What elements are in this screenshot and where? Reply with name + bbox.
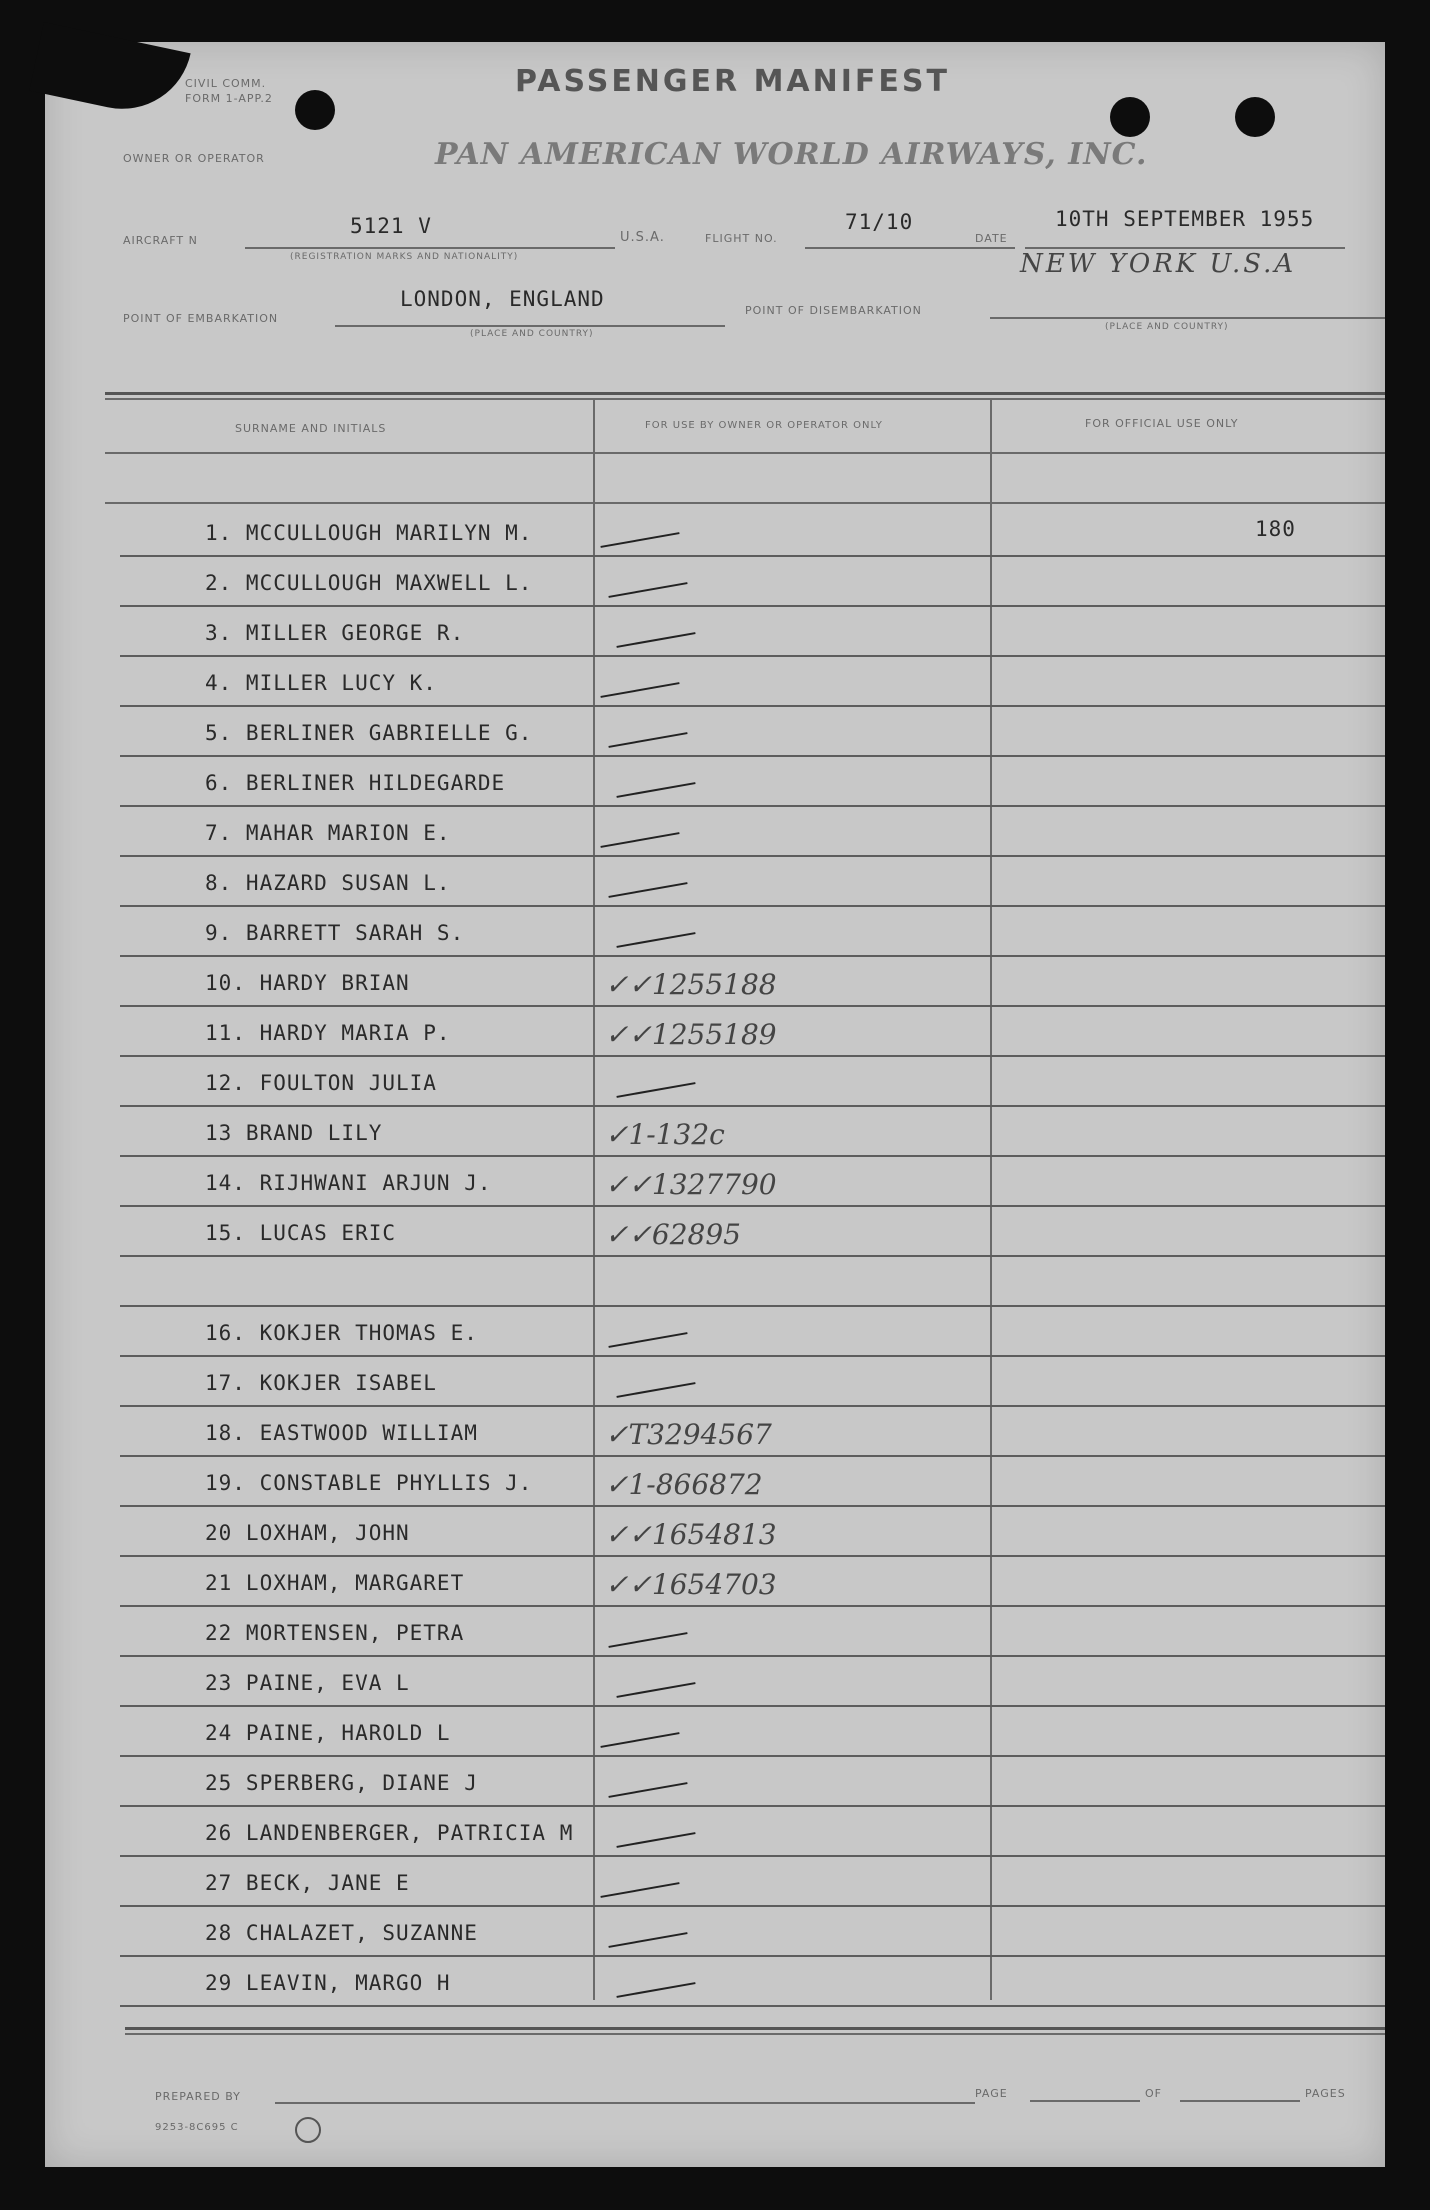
passenger-name: 3. MILLER GEORGE R.: [205, 621, 465, 645]
passenger-name: 21 LOXHAM, MARGARET: [205, 1571, 465, 1595]
check-dash-mark: [608, 1932, 687, 1948]
aircraft-label: AIRCRAFT N: [123, 234, 198, 247]
handwritten-note: ✓✓62895: [605, 1218, 741, 1251]
page-label: PAGE: [975, 2087, 1008, 2100]
check-dash-mark: [616, 1082, 695, 1098]
handwritten-note: ✓✓1255189: [605, 1018, 777, 1051]
disembark-label: POINT OF DISEMBARKATION: [745, 304, 922, 317]
list-item: [45, 1807, 1385, 1857]
check-dash-mark: [608, 582, 687, 598]
passenger-name: 18. EASTWOOD WILLIAM: [205, 1421, 478, 1445]
list-item: [45, 1057, 1385, 1107]
list-item: [45, 1857, 1385, 1907]
list-item: [45, 1207, 1385, 1257]
list-item: [45, 907, 1385, 957]
check-dash-mark: [616, 1382, 695, 1398]
list-item: [45, 657, 1385, 707]
passenger-name: 2. MCCULLOUGH MAXWELL L.: [205, 571, 533, 595]
flight-value: 71/10: [845, 210, 914, 234]
handwritten-note: ✓1-132c: [605, 1118, 725, 1151]
list-item: [45, 757, 1385, 807]
union-label-icon: [295, 2117, 321, 2143]
check-dash-mark: [616, 1832, 695, 1848]
punch-hole-middle: [1110, 97, 1150, 137]
official-note: 180: [1255, 517, 1296, 541]
passenger-name: 10. HARDY BRIAN: [205, 971, 410, 995]
passenger-name: 8. HAZARD SUSAN L.: [205, 871, 451, 895]
handwritten-note: ✓✓1327790: [605, 1168, 777, 1201]
check-dash-mark: [608, 1332, 687, 1348]
passenger-name: 7. MAHAR MARION E.: [205, 821, 451, 845]
passenger-name: 15. LUCAS ERIC: [205, 1221, 397, 1245]
disembark-value: NEW YORK U.S.A: [1020, 249, 1297, 279]
prepared-by-label: PREPARED BY: [155, 2090, 241, 2103]
check-dash-mark: [600, 832, 679, 848]
list-item: [45, 1357, 1385, 1407]
embark-label: POINT OF EMBARKATION: [123, 312, 279, 325]
list-item: [45, 1557, 1385, 1607]
aircraft-value: 5121 V: [350, 214, 432, 238]
manifest-sheet: [45, 42, 1385, 2167]
page-title: PASSENGER MANIFEST: [515, 64, 950, 99]
list-item: [45, 857, 1385, 907]
check-dash-mark: [616, 632, 695, 648]
check-dash-mark: [608, 882, 687, 898]
passenger-name: 1. MCCULLOUGH MARILYN M.: [205, 521, 533, 545]
list-item: [45, 1907, 1385, 1957]
aircraft-caption: (REGISTRATION MARKS AND NATIONALITY): [290, 252, 519, 262]
list-item: [45, 1407, 1385, 1457]
of-label: OF: [1145, 2087, 1162, 2100]
col-header-official-use: FOR OFFICIAL USE ONLY: [1085, 417, 1239, 430]
passenger-name: 19. CONSTABLE PHYLLIS J.: [205, 1471, 533, 1495]
form-ref-2: FORM 1-APP.2: [185, 92, 273, 105]
check-dash-mark: [600, 1732, 679, 1748]
passenger-name: 6. BERLINER HILDEGARDE: [205, 771, 506, 795]
passenger-name: 25 SPERBERG, DIANE J: [205, 1771, 478, 1795]
list-item: [45, 1757, 1385, 1807]
passenger-name: 16. KOKJER THOMAS E.: [205, 1321, 478, 1345]
passenger-name: 12. FOULTON JULIA: [205, 1071, 437, 1095]
handwritten-note: ✓✓1255188: [605, 968, 777, 1001]
punch-hole-right: [1235, 97, 1275, 137]
col-header-surname: SURNAME AND INITIALS: [235, 422, 387, 435]
check-dash-mark: [608, 732, 687, 748]
list-item: [45, 807, 1385, 857]
passenger-name: 24 PAINE, HAROLD L: [205, 1721, 451, 1745]
list-item: [45, 607, 1385, 657]
passenger-name: 23 PAINE, EVA L: [205, 1671, 410, 1695]
passenger-name: 17. KOKJER ISABEL: [205, 1371, 437, 1395]
col-header-owner-use: FOR USE BY OWNER OR OPERATOR ONLY: [645, 420, 883, 431]
passenger-name: 22 MORTENSEN, PETRA: [205, 1621, 465, 1645]
torn-corner: [29, 22, 190, 122]
date-label: DATE: [975, 232, 1008, 245]
flight-label: FLIGHT NO.: [705, 232, 778, 245]
passenger-name: 20 LOXHAM, JOHN: [205, 1521, 410, 1545]
list-item: [45, 1157, 1385, 1207]
passenger-name: 4. MILLER LUCY K.: [205, 671, 437, 695]
list-item: [45, 1257, 1385, 1307]
passenger-name: 9. BARRETT SARAH S.: [205, 921, 465, 945]
disembark-caption: (PLACE AND COUNTRY): [1105, 322, 1229, 332]
date-value: 10TH SEPTEMBER 1955: [1055, 207, 1315, 231]
handwritten-note: ✓✓1654813: [605, 1518, 777, 1551]
embark-caption: (PLACE AND COUNTRY): [470, 329, 594, 339]
list-item: [45, 507, 1385, 557]
embark-value: LONDON, ENGLAND: [400, 287, 605, 311]
passenger-name: 29 LEAVIN, MARGO H: [205, 1971, 451, 1995]
list-item: [45, 1607, 1385, 1657]
list-item: [45, 1707, 1385, 1757]
list-item: [45, 1507, 1385, 1557]
list-item: [45, 557, 1385, 607]
passenger-name: 14. RIJHWANI ARJUN J.: [205, 1171, 492, 1195]
handwritten-note: ✓1-866872: [605, 1468, 763, 1501]
check-dash-mark: [616, 782, 695, 798]
passenger-name: 5. BERLINER GABRIELLE G.: [205, 721, 533, 745]
list-item: [45, 1657, 1385, 1707]
check-dash-mark: [616, 1682, 695, 1698]
nationality: U.S.A.: [620, 230, 665, 245]
pages-label: PAGES: [1305, 2087, 1346, 2100]
list-item: [45, 707, 1385, 757]
list-item: [45, 1457, 1385, 1507]
passenger-name: 27 BECK, JANE E: [205, 1871, 410, 1895]
check-dash-mark: [608, 1632, 687, 1648]
list-item: [45, 1957, 1385, 2007]
list-item: [45, 1107, 1385, 1157]
check-dash-mark: [600, 682, 679, 698]
passenger-name: 26 LANDENBERGER, PATRICIA M: [205, 1821, 574, 1845]
form-ref-1: CIVIL COMM.: [185, 77, 267, 90]
check-dash-mark: [600, 1882, 679, 1898]
owner-label: OWNER OR OPERATOR: [123, 152, 265, 165]
form-number: 9253-8C695 C: [155, 2122, 239, 2133]
check-dash-mark: [600, 532, 679, 548]
list-item: [45, 957, 1385, 1007]
passenger-name: 11. HARDY MARIA P.: [205, 1021, 451, 1045]
punch-hole-left: [295, 90, 335, 130]
passenger-name: 13 BRAND LILY: [205, 1121, 383, 1145]
list-item: [45, 1307, 1385, 1357]
check-dash-mark: [608, 1782, 687, 1798]
handwritten-note: ✓T3294567: [605, 1418, 772, 1451]
handwritten-note: ✓✓1654703: [605, 1568, 777, 1601]
list-item: [45, 1007, 1385, 1057]
owner-value: PAN AMERICAN WORLD AIRWAYS, INC.: [435, 137, 1148, 172]
passenger-name: 28 CHALAZET, SUZANNE: [205, 1921, 478, 1945]
check-dash-mark: [616, 1982, 695, 1998]
check-dash-mark: [616, 932, 695, 948]
